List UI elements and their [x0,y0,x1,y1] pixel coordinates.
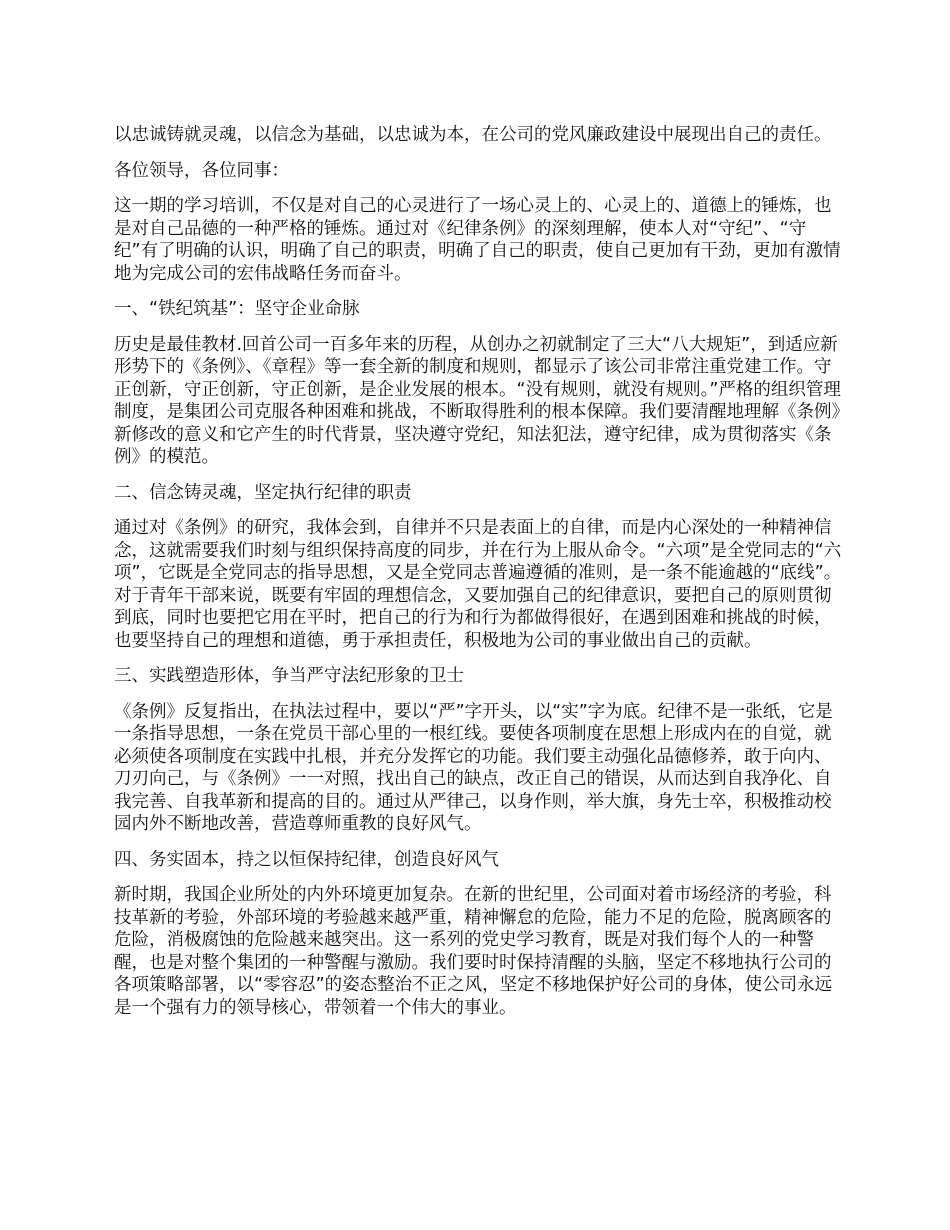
document-body [114,124,842,1032]
section-paragraph-1: 历史是最佳教材.回首公司一百多年来的历程，从创办之初就制定了三大“八大规矩”，到适应新形势下的《条例》、《章程》等一套全新的制度和规则，都显示了该公司非常注重党建工作。守正创新，守正创新，守正创新，是企业发展的根本。“没有规则，就没有规则。”严格的组织管理制度，是集团公司克服各种困难和挑战，不断取得胜利的根本保障。我们要清醒地理解《条例》新修改的意义和它产生的时代背景，坚决遵守党纪，知法犯法，遵守纪律，成为贯彻落实《条例》的模范。 [114,334,841,467]
section-heading-4: 四、务实固本，持之以恒保持纪律，创造良好风气 [114,849,499,870]
section-paragraph-2: 通过对《条例》的研究，我体会到，自律并不只是表面上的自律，而是内心深处的一种精神信念，这就需要我们时刻与组织保持高度的同步，并在行为上服从命令。“六项”是全党同志的“六项”，它既是全党同志的指导思想，又是全党同志普遍遵循的准则，是一条不能逾越的“底线”。对于青年干部来说，既要有牢固的理想信念，又要加强自己的纪律意识，要把自己的原则贯彻到底，同时也要把它用在平时，把自己的行为和行为都做得很好，在遇到困难和挑战的时候，也要坚持自己的理想和道德，勇于承担责任，积极地为公司的事业做出自己的贡献。 [114,518,842,651]
section-heading-3: 三、实践塑造形体，争当严守法纪形象的卫士 [114,666,464,686]
section-heading-1: 一、“铁纪筑基”：坚守企业命脉 [114,299,360,319]
intro-paragraph: 以忠诚铸就灵魂，以信念为基础，以忠诚为本，在公司的党风廉政建设中展现出自己的责任。 [114,125,832,145]
section-paragraph-3: 《条例》反复指出，在执法过程中，要以“严”字开头，以“实”字为底。纪律不是一张纸，它是一条指导思想，一条在党员干部心里的一根红线。要使各项制度在思想上形成内在的自觉，就必须使各项制度在实践中扎根，并充分发挥它的功能。我们要主动强化品德修养，敢于向内、刀刃向己，与《条例》一一对照，找出自己的缺点，改正自己的错误，从而达到自我净化、自我完善、自我革新和提高的目的。通过从严律己，以身作则，举大旗，身先士卒，积极推动校园内外不断地改善，营造尊师重教的良好风气。 [114,701,833,834]
opening-paragraph: 这一期的学习培训，不仅是对自己的心灵进行了一场心灵上的、心灵上的、道德上的锤炼，也是对自己品德的一种严格的锤炼。通过对《纪律条例》的深刻理解，使本人对“守纪”、“守纪”有了明确的认识，明确了自己的职责，明确了自己的职责，使自己更加有干劲，更加有激情地为完成公司的宏伟战略任务而奋斗。 [114,196,841,284]
section-heading-2: 二、信念铸灵魂，坚定执行纪律的职责 [114,482,412,503]
section-paragraph-4: 新时期，我国企业所处的内外环境更加复杂。在新的世纪里，公司面对着市场经济的考验，科技革新的考验，外部环境的考验越来越严重，精神懈怠的危险，能力不足的危险，脱离顾客的危险，消极腐蚀的危险越来越突出。这一系列的党史学习教育，既是对我们每个人的一种警醒，也是对整个集团的一种警醒与激励。我们要时时保持清醒的头脑，坚定不移地执行公司的各项策略部署，以“零容忍”的姿态整治不正之风，坚定不移地保护好公司的身体，使公司永远是一个强有力的领导核心，带领着一个伟大的事业。 [114,885,833,1018]
salutation: 各位领导，各位同事： [114,160,289,181]
